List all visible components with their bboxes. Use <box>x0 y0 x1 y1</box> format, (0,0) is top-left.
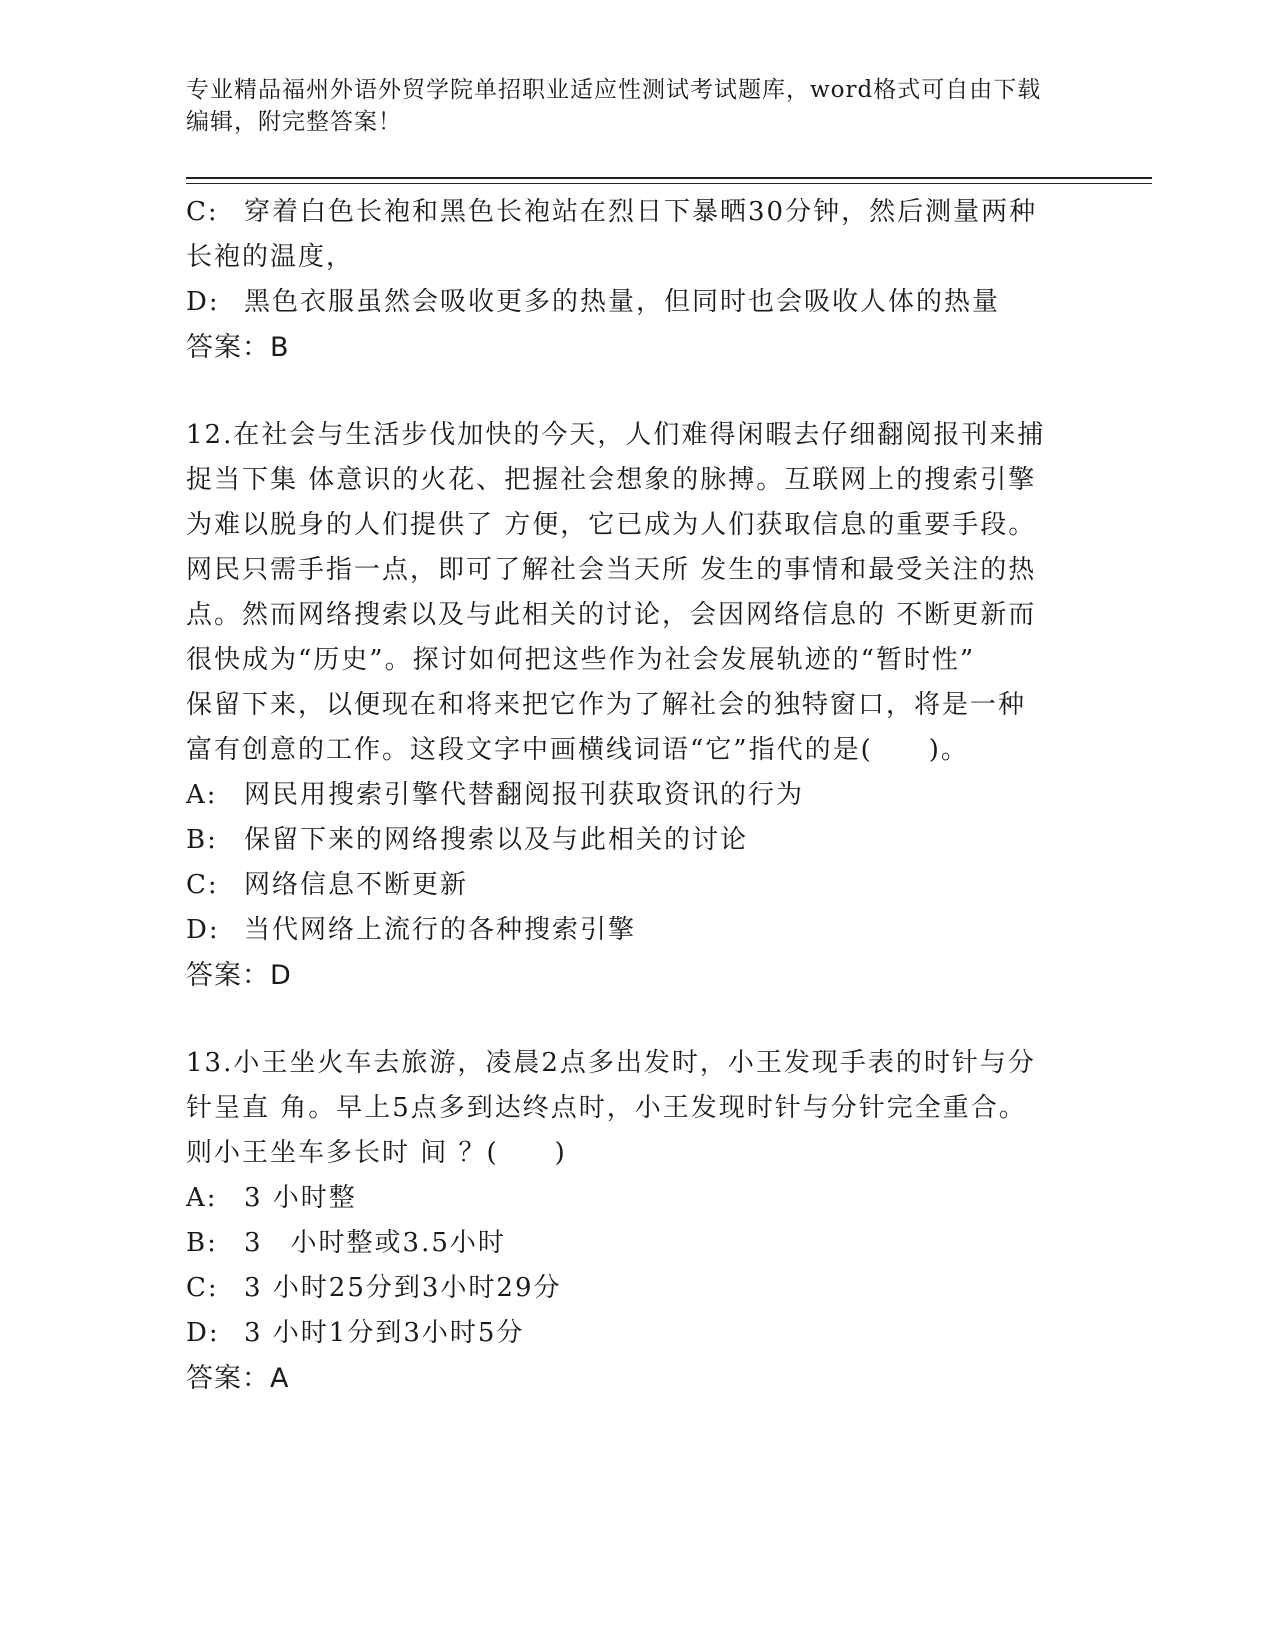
option-text: 网络信息不断更新 <box>244 870 469 900</box>
option-a <box>186 1176 1086 1221</box>
option-c <box>186 1266 1086 1311</box>
option-text: 3 小时整 <box>244 1183 357 1213</box>
page-header <box>186 74 1086 138</box>
document-body <box>186 190 1086 1402</box>
option-letter: D: <box>186 1318 220 1348</box>
option-text: 网民用搜索引擎代替翻阅报刊获取资讯的行为 <box>244 780 805 810</box>
answer-line: 答案：B <box>186 332 290 363</box>
option-b <box>186 818 1086 863</box>
question-text-line: 很快成为“历史”。探讨如何把这些作为社会发展轨迹的“暂时性” <box>186 645 976 675</box>
option-c <box>186 863 1086 908</box>
option-letter: A: <box>186 1183 218 1213</box>
answer-line: 答案：A <box>186 1363 290 1394</box>
option-letter: C: <box>186 870 219 900</box>
question-text-line: 12.在社会与生活步伐加快的今天，人们难得闲暇去仔细翻阅报刊来捕 <box>186 420 1046 450</box>
option-text: 3 小时整或3.5小时 <box>244 1228 506 1258</box>
option-d <box>186 1311 1086 1356</box>
option-b <box>186 1221 1086 1266</box>
question-12 <box>186 413 1086 999</box>
question-13 <box>186 1041 1086 1402</box>
option-text: 黑色衣服虽然会吸收更多的热量，但同时也会吸收人体的热量 <box>244 287 1001 317</box>
answer-line: 答案：D <box>186 960 292 991</box>
option-c-continuation: 长袍的温度， <box>186 242 355 272</box>
option-letter: C: <box>186 197 219 227</box>
question-text-line: 富有创意的工作。这段文字中画横线词语“它”指代的是( )。 <box>186 735 969 765</box>
option-letter: B: <box>186 825 218 855</box>
option-letter: C: <box>186 1273 219 1303</box>
question-text-line: 13.小王坐火车去旅游，凌晨2点多出发时，小王发现手表的时针与分 <box>186 1048 1036 1078</box>
question-11-tail <box>186 190 1086 371</box>
question-text-line: 捉当下集 体意识的火花、把握社会想象的脉搏。互联网上的搜索引擎 <box>186 465 1037 495</box>
option-text: 穿着白色长袍和黑色长袍站在烈日下暴晒30分钟，然后测量两种 <box>244 197 1038 227</box>
option-c <box>186 190 1086 235</box>
header-rule-thick <box>186 177 1152 179</box>
question-text-line: 针呈直 角。早上5点多到达终点时，小王发现时针与分针完全重合。 <box>186 1093 1027 1123</box>
option-d <box>186 908 1086 953</box>
option-text: 保留下来的网络搜索以及与此相关的讨论 <box>244 825 749 855</box>
header-line-1: 专业精品福州外语外贸学院单招职业适应性测试考试题库，word格式可自由下载 <box>186 77 1042 103</box>
question-text-line: 保留下来，以便现在和将来把它作为了解社会的独特窗口，将是一种 <box>186 690 1027 720</box>
option-letter: D: <box>186 915 220 945</box>
option-text: 3 小时1分到3小时5分 <box>244 1318 525 1348</box>
header-line-2: 编辑，附完整答案！ <box>186 109 402 135</box>
option-letter: B: <box>186 1228 218 1258</box>
option-text: 当代网络上流行的各种搜索引擎 <box>244 915 637 945</box>
option-letter: A: <box>186 780 218 810</box>
option-d <box>186 280 1086 325</box>
question-text-line: 为难以脱身的人们提供了 方便，它已成为人们获取信息的重要手段。 <box>186 510 1037 540</box>
option-text: 3 小时25分到3小时29分 <box>244 1273 562 1303</box>
option-letter: D: <box>186 287 220 317</box>
option-a <box>186 773 1086 818</box>
question-text-line: 则小王坐车多长时 间 ？( ) <box>186 1138 567 1168</box>
question-text-line: 点。然而网络搜索以及与此相关的讨论，会因网络信息的 不断更新而 <box>186 600 1037 630</box>
question-text-line: 网民只需手指一点，即可了解社会当天所 发生的事情和最受关注的热 <box>186 555 1037 585</box>
header-rule-thin <box>186 183 1152 184</box>
